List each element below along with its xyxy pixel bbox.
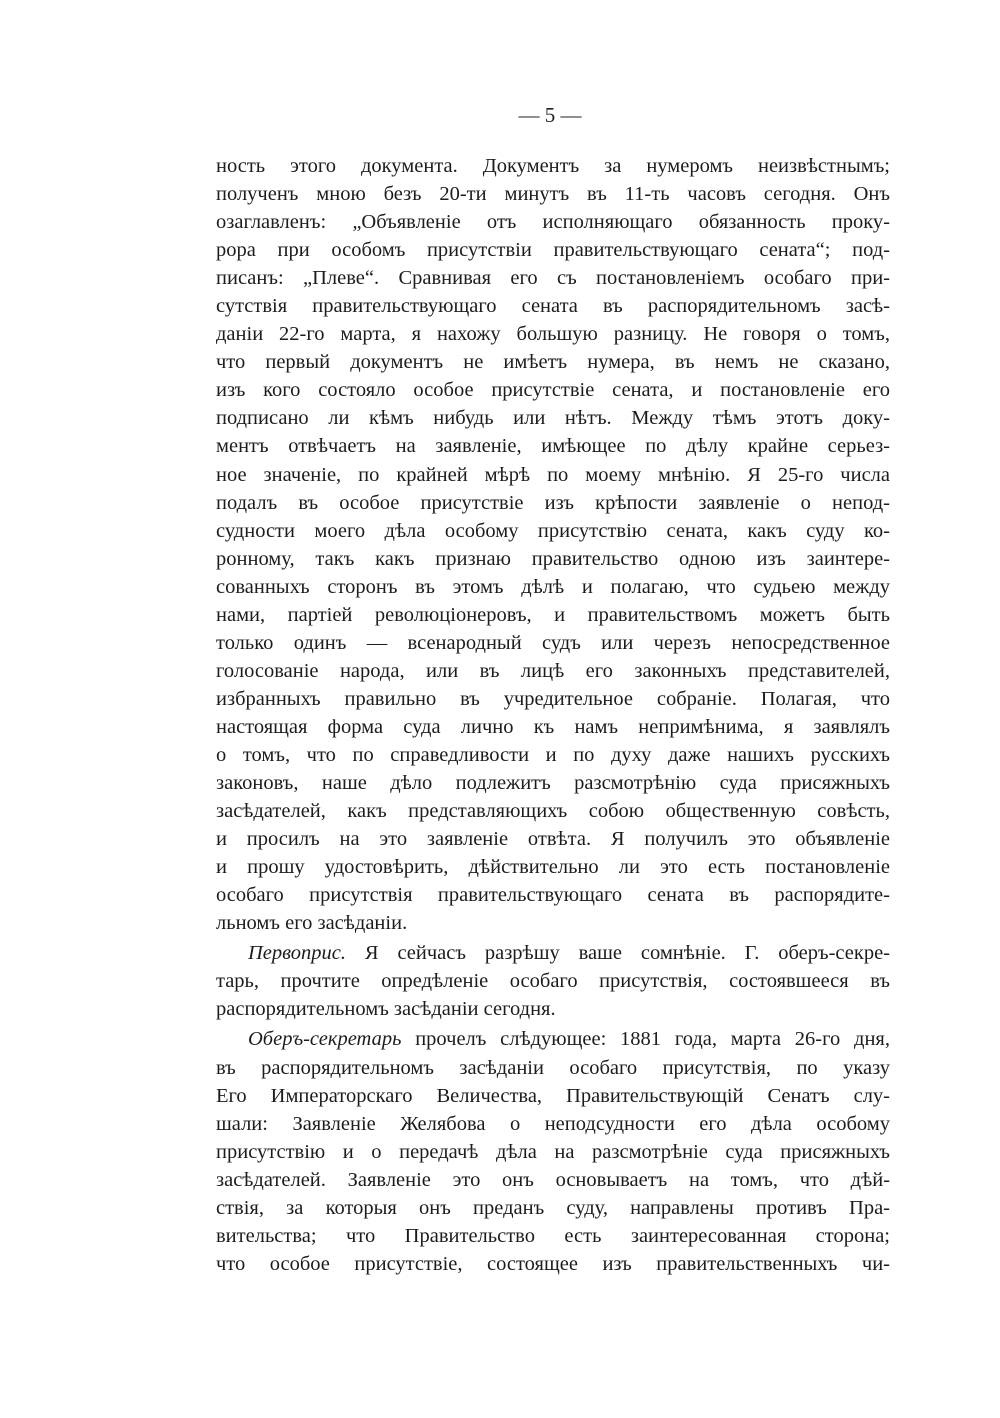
line-text: полученъ мною безъ 20-ти минутъ въ 11-ть часовъ сегодня. Онъ <box>216 183 890 206</box>
line-text: только одинъ — всенародный судъ или черезъ непосредственное <box>216 631 890 654</box>
line-text: сутствія правительствующаго сената въ распорядительномъ засѣ- <box>216 295 890 318</box>
line-text: ментъ отвѣчаетъ на заявленіе, имѣющее по дѣлу крайне серьез- <box>216 435 890 458</box>
text-line <box>216 967 890 995</box>
text-line <box>216 292 890 320</box>
line-text: даніи 22-го марта, я нахожу большую разницу. Не говоря о томъ, <box>216 323 890 346</box>
text-line <box>216 545 890 573</box>
text-line <box>216 1250 890 1278</box>
text-line <box>216 489 890 517</box>
text-line <box>216 208 890 236</box>
page-number: — 5 — <box>518 103 582 127</box>
text-line <box>216 236 890 264</box>
line-text: льномъ его засѣданіи. <box>216 912 408 935</box>
line-text: присутствію и о передачѣ дѣла на разсмотрѣніе суда присяжныхъ <box>216 1140 890 1163</box>
line-text: подалъ въ особое присутствіе изъ крѣпости заявленіе о непод- <box>216 491 890 514</box>
text-line <box>216 1054 890 1082</box>
text-line <box>216 853 890 881</box>
line-text: въ распорядительномъ засѣданіи особаго присутствія, по указу <box>216 1056 890 1079</box>
line-text: Его Императорскаго Величества, Правительствующій Сенатъ слу- <box>216 1084 890 1107</box>
line-text: распорядительномъ засѣданіи сегодня. <box>216 998 556 1021</box>
paragraph <box>216 1025 890 1277</box>
text-line <box>216 1110 890 1138</box>
line-text: Я сейчасъ разрѣшу ваше сомнѣніе. Г. оберъ-секре- <box>346 942 890 965</box>
text-line <box>216 461 890 489</box>
text-line <box>216 264 890 292</box>
text-line <box>216 1166 890 1194</box>
line-text: ствія, за которыя онъ преданъ суду, направлены противъ Пра- <box>216 1196 890 1219</box>
text-line <box>216 517 890 545</box>
text-line <box>216 1082 890 1110</box>
line-text: засѣдателей. Заявленіе это онъ основываетъ на томъ, что дѣй- <box>216 1168 890 1191</box>
text-line <box>216 376 890 404</box>
paragraph <box>216 939 890 1023</box>
line-text: прочелъ слѣдующее: 1881 года, марта 26-го дня, <box>401 1028 890 1051</box>
line-text: вительства; что Правительство есть заинтересованная сторона; <box>216 1224 890 1247</box>
line-text: тарь, прочтите опредѣленіе особаго присутствія, состоявшееся въ <box>216 970 890 993</box>
line-text: шали: Заявленіе Желябова о неподсудности его дѣла особому <box>216 1112 890 1135</box>
text-line <box>216 320 890 348</box>
text-line <box>216 881 890 909</box>
text-line <box>216 1194 890 1222</box>
document-body <box>216 152 890 1278</box>
line-text: нами, партіей революціонеровъ, и правительствомъ можетъ быть <box>216 603 890 626</box>
line-text: что первый документъ не имѣетъ нумера, въ немъ не сказано, <box>216 351 890 374</box>
text-line <box>216 573 890 601</box>
text-line <box>216 657 890 685</box>
text-line <box>216 713 890 741</box>
line-text: настоящая форма суда лично къ намъ непримѣнима, я заявлялъ <box>216 715 890 738</box>
text-line <box>216 1138 890 1166</box>
text-line <box>216 404 890 432</box>
line-text: засѣдателей, какъ представляющихъ собою общественную совѣсть, <box>216 800 890 823</box>
speaker-name: Первоприс. <box>248 942 347 965</box>
line-text: избранныхъ правильно въ учредительное собраніе. Полагая, что <box>216 687 890 710</box>
text-line <box>216 432 890 460</box>
line-text: и прошу удостовѣрить, дѣйствительно ли это есть постановленіе <box>216 856 890 879</box>
line-text: подписано ли кѣмъ нибудь или нѣтъ. Между тѣмъ этотъ доку- <box>216 407 890 430</box>
text-line <box>216 180 890 208</box>
text-line <box>216 629 890 657</box>
line-text: законовъ, наше дѣло подлежитъ разсмотрѣнію суда присяжныхъ <box>216 772 890 795</box>
text-line <box>216 1222 890 1250</box>
text-line <box>216 909 890 937</box>
line-text: о томъ, что по справедливости и по духу даже нашихъ русскихъ <box>216 743 890 766</box>
text-line <box>216 601 890 629</box>
line-text: и просилъ на это заявленіе отвѣта. Я получилъ это объявленіе <box>216 828 890 851</box>
text-line <box>216 685 890 713</box>
line-text: ное значеніе, по крайней мѣрѣ по моему мнѣнію. Я 25-го числа <box>216 463 890 486</box>
paragraph <box>216 152 890 937</box>
text-line <box>216 939 890 967</box>
line-text: ность этого документа. Документъ за нумеромъ неизвѣстнымъ; <box>216 155 890 177</box>
speaker-name: Оберъ-секретарь <box>248 1028 402 1051</box>
line-text: рора при особомъ присутствіи правительствующаго сената“; под- <box>216 239 890 262</box>
text-line <box>216 348 890 376</box>
text-line <box>216 797 890 825</box>
line-text: озаглавленъ: „Объявленіе отъ исполняющаго обязанность проку- <box>216 211 890 234</box>
text-line <box>216 152 890 180</box>
text-line <box>216 741 890 769</box>
line-text: изъ кого состояло особое присутствіе сената, и постановленіе его <box>216 379 890 402</box>
line-text: ронному, такъ какъ признаю правительство одною изъ заинтере- <box>216 547 890 570</box>
text-line <box>216 995 890 1023</box>
line-text: особаго присутствія правительствующаго сената въ распорядите- <box>216 884 890 907</box>
text-line <box>216 825 890 853</box>
line-text: что особое присутствіе, состоящее изъ правительственныхъ чи- <box>216 1252 890 1275</box>
text-line <box>216 1025 890 1053</box>
line-text: сованныхъ сторонъ въ этомъ дѣлѣ и полагаю, что судьею между <box>216 575 890 598</box>
line-text: писанъ: „Плеве“. Сравнивая его съ постановленіемъ особаго при- <box>216 267 890 290</box>
line-text: голосованіе народа, или въ лицѣ его законныхъ представителей, <box>216 659 890 682</box>
text-line <box>216 769 890 797</box>
line-text: судности моего дѣла особому присутствію сената, какъ суду ко- <box>216 519 890 542</box>
